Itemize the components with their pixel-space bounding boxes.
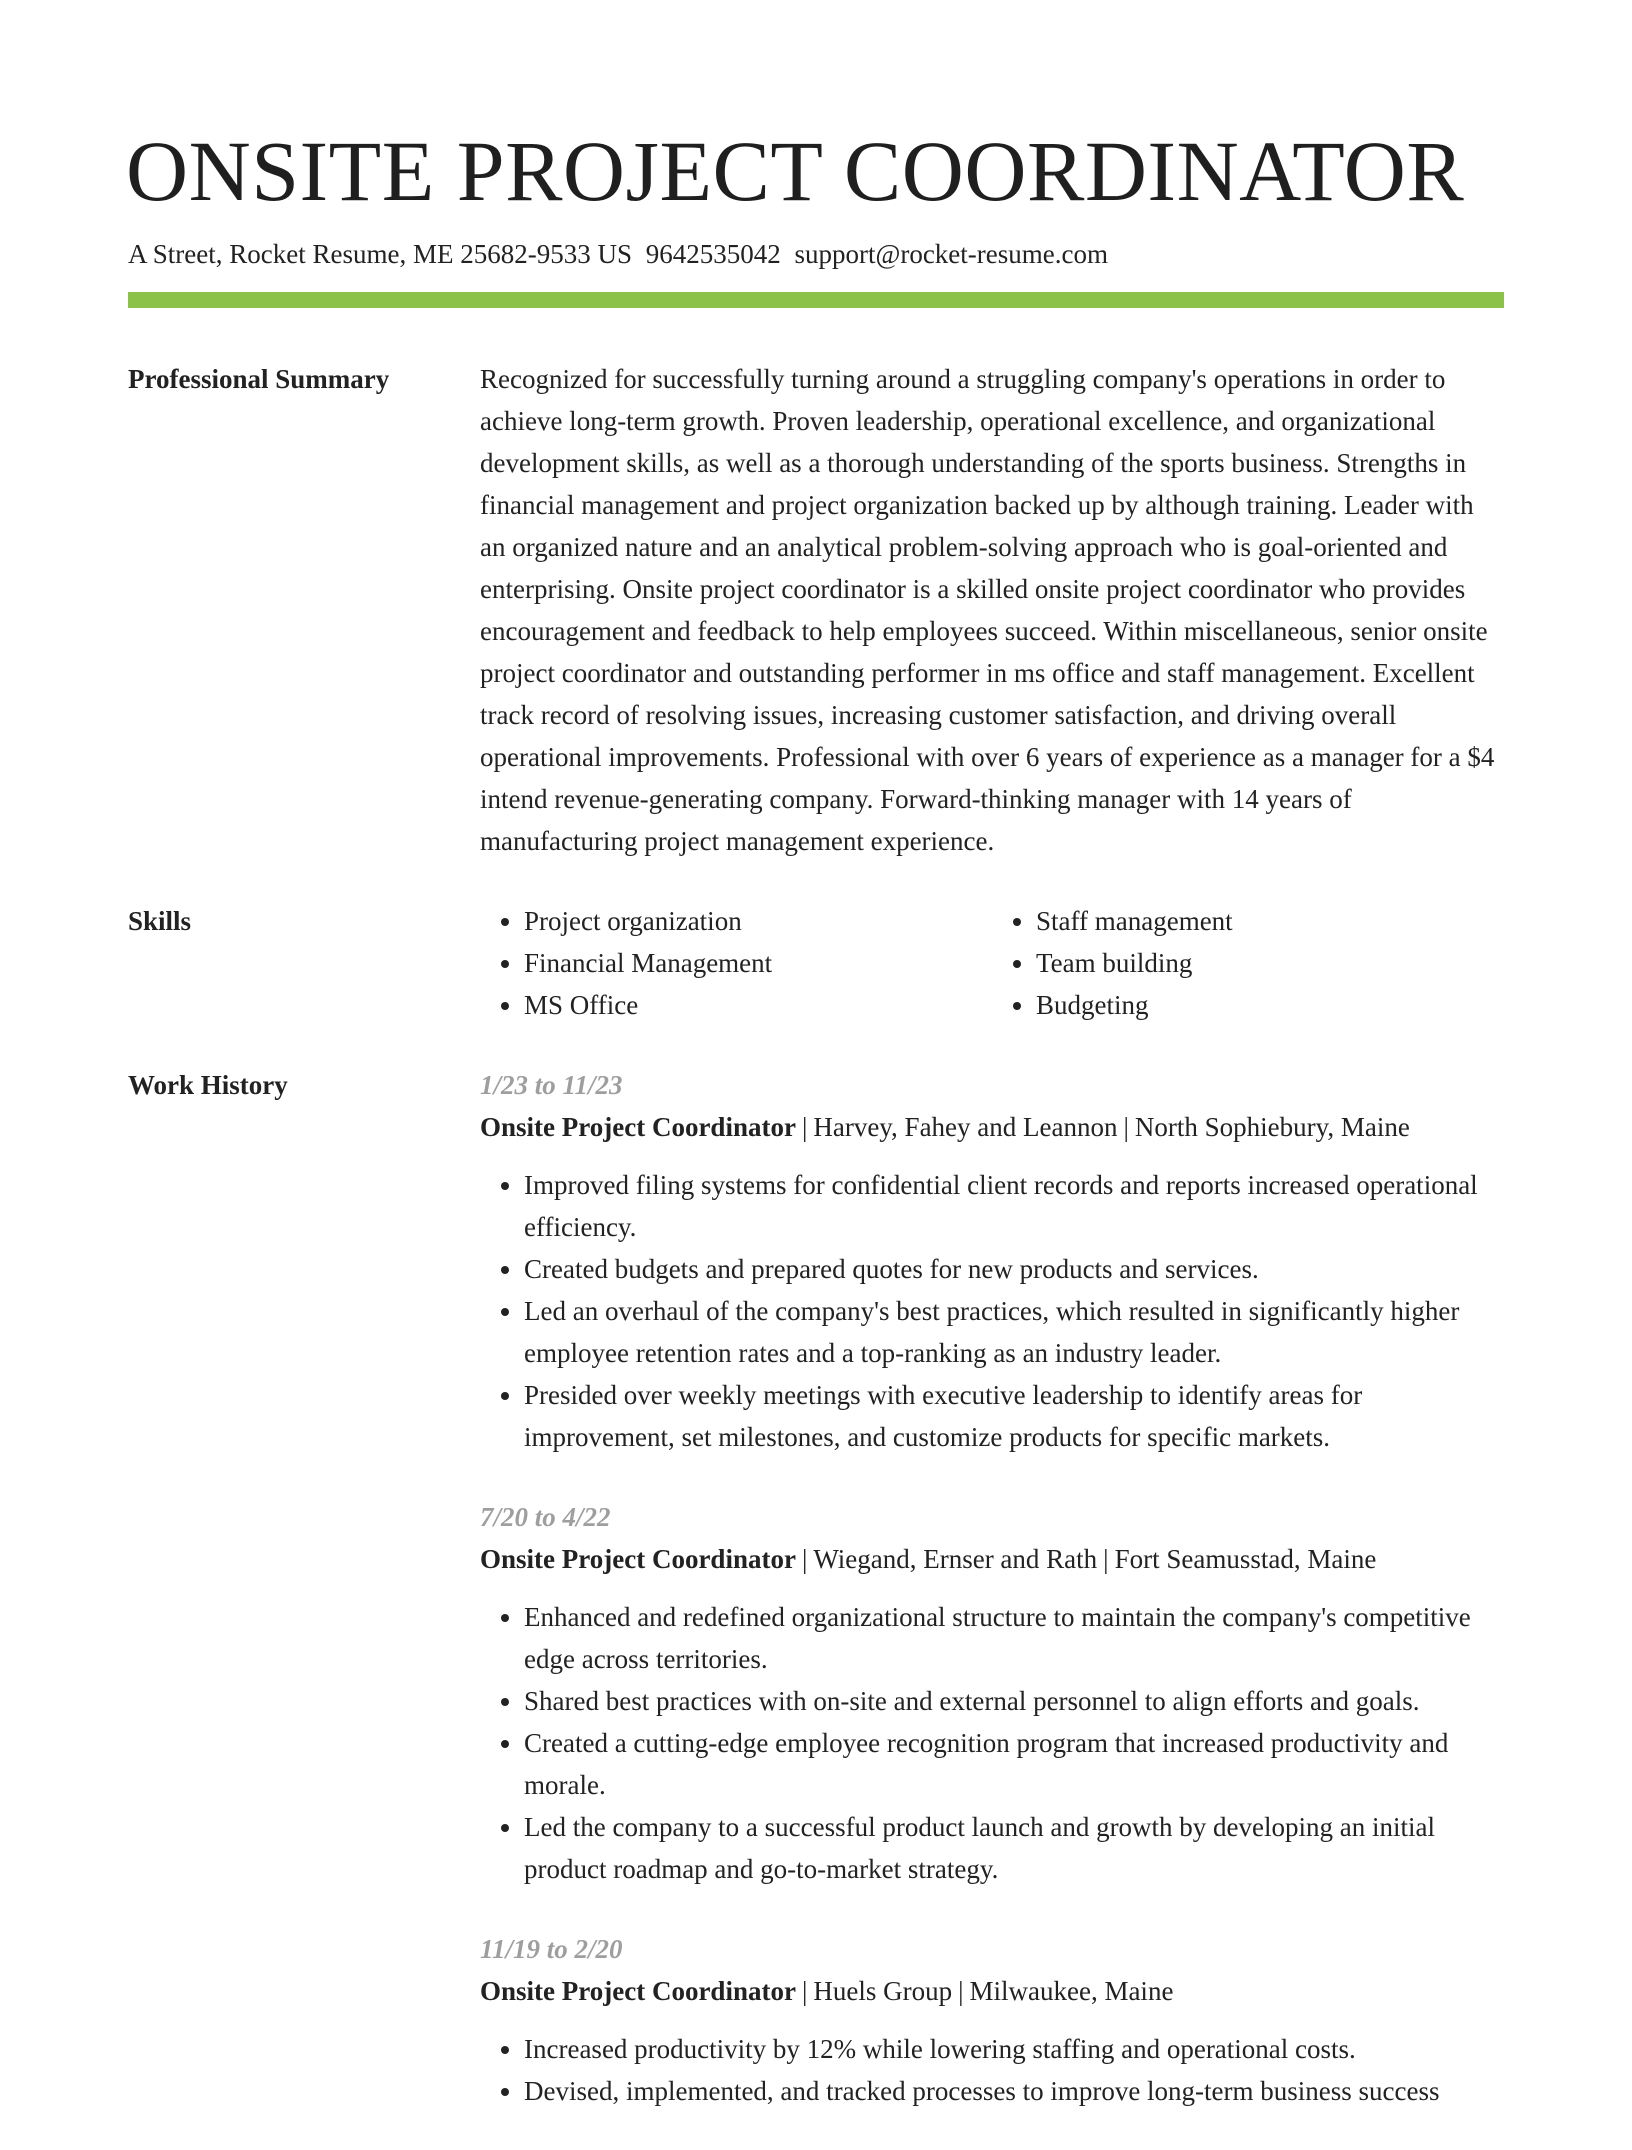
separator: |: [958, 1976, 964, 2007]
job-bullet: • Devised, implemented, and tracked processes to improve long-term business success: [524, 2070, 1504, 2112]
job-bullet: • Created budgets and prepared quotes for new products and services.: [524, 1248, 1504, 1290]
separator: |: [1123, 1112, 1129, 1143]
skills-list-right: [992, 900, 1504, 1026]
skills-title: Skills: [128, 906, 192, 937]
skill-item: • Budgeting: [1036, 984, 1504, 1026]
skill-item: • Project organization: [524, 900, 992, 942]
job-entry: [480, 1064, 1504, 1458]
job-dates: 1/23 to 11/23: [480, 1070, 623, 1101]
separator: |: [801, 1976, 808, 2007]
job-location: Milwaukee, Maine: [969, 1976, 1174, 2007]
skill-item: • MS Office: [524, 984, 992, 1026]
summary-text: Recognized for successfully turning around a struggling company's operations in order to achieve long-term growth. Proven leadership, operational excellence, and organizational development skills, as well as a thorough understanding of the sports business. Strengths in financial management and project organization backed up by although training. Leader with an organized nature and an analytical problem-solving approach who is goal-oriented and enterprising. Onsite project coordinator is a skilled onsite project coordinator who provides encouragement and feedback to help employees succeed. Within miscellaneous, senior onsite project coordinator and outstanding performer in ms office and staff management. Excellent track record of resolving issues, increasing customer satisfaction, and driving overall operational improvements. Professional with over 6 years of experience as a manager for a $4 intend revenue-generating company. Forward-thinking manager with 14 years of manufacturing project management experience.: [480, 364, 1495, 857]
job-bullet: • Shared best practices with on-site and external personnel to align efforts and goals.: [524, 1680, 1504, 1722]
job-heading: [480, 1970, 1504, 2012]
summary-title: Professional Summary: [128, 364, 390, 395]
job-bullet: • Led an overhaul of the company's best practices, which resulted in significantly higher employee retention rates and a top-ranking as an industry leader.: [524, 1290, 1504, 1374]
job-location: North Sophiebury, Maine: [1134, 1112, 1410, 1143]
job-entry: [480, 1928, 1504, 2112]
skills-section: [128, 900, 1504, 1026]
separator: |: [801, 1544, 808, 1575]
contact-phone: 9642535042: [645, 239, 781, 269]
job-heading: [480, 1538, 1504, 1580]
job-bullet: • Enhanced and redefined organizational structure to maintain the company's competitive edge across territories.: [524, 1596, 1504, 1680]
job-bullet: • Presided over weekly meetings with executive leadership to identify areas for improvement, set milestones, and customize products for specific markets.: [524, 1374, 1504, 1458]
job-title: Onsite Project Coordinator: [480, 1544, 796, 1575]
job-company: Harvey, Fahey and Leannon: [813, 1112, 1118, 1143]
contact-line: [128, 238, 1504, 270]
contact-email[interactable]: support@rocket-resume.com: [794, 239, 1108, 269]
job-bullets: [480, 1596, 1504, 1890]
job-bullet: • Improved filing systems for confidential client records and reports increased operational efficiency.: [524, 1164, 1504, 1248]
work-history-section: [128, 1064, 1504, 2150]
job-location: Fort Seamusstad, Maine: [1114, 1544, 1377, 1575]
job-bullets: [480, 2028, 1504, 2112]
job-company: Huels Group: [813, 1976, 953, 2007]
job-heading: [480, 1106, 1504, 1148]
skill-item: • Financial Management: [524, 942, 992, 984]
skill-item: • Staff management: [1036, 900, 1504, 942]
job-bullets: [480, 1164, 1504, 1458]
header-divider: [128, 292, 1504, 308]
skill-item: • Team building: [1036, 942, 1504, 984]
job-title: Onsite Project Coordinator: [480, 1112, 796, 1143]
job-dates: 7/20 to 4/22: [480, 1502, 611, 1533]
summary-section: [128, 358, 1504, 862]
job-bullet: • Led the company to a successful product launch and growth by developing an initial product roadmap and go-to-market strategy.: [524, 1806, 1504, 1890]
job-dates: 11/19 to 2/20: [480, 1934, 623, 1965]
separator: |: [1103, 1544, 1109, 1575]
separator: |: [801, 1112, 808, 1143]
work-history-title: Work History: [128, 1070, 288, 1101]
job-title: Onsite Project Coordinator: [480, 1976, 796, 2007]
job-bullet: • Increased productivity by 12% while lowering staffing and operational costs.: [524, 2028, 1504, 2070]
skills-list-left: [480, 900, 992, 1026]
job-company: Wiegand, Ernser and Rath: [813, 1544, 1098, 1575]
contact-address: A Street, Rocket Resume, ME 25682-9533 US: [128, 239, 632, 269]
job-bullet: • Created a cutting-edge employee recognition program that increased productivity and morale.: [524, 1722, 1504, 1806]
job-entry: [480, 1496, 1504, 1890]
resume-name: ONSITE PROJECT COORDINATOR: [126, 123, 1465, 219]
